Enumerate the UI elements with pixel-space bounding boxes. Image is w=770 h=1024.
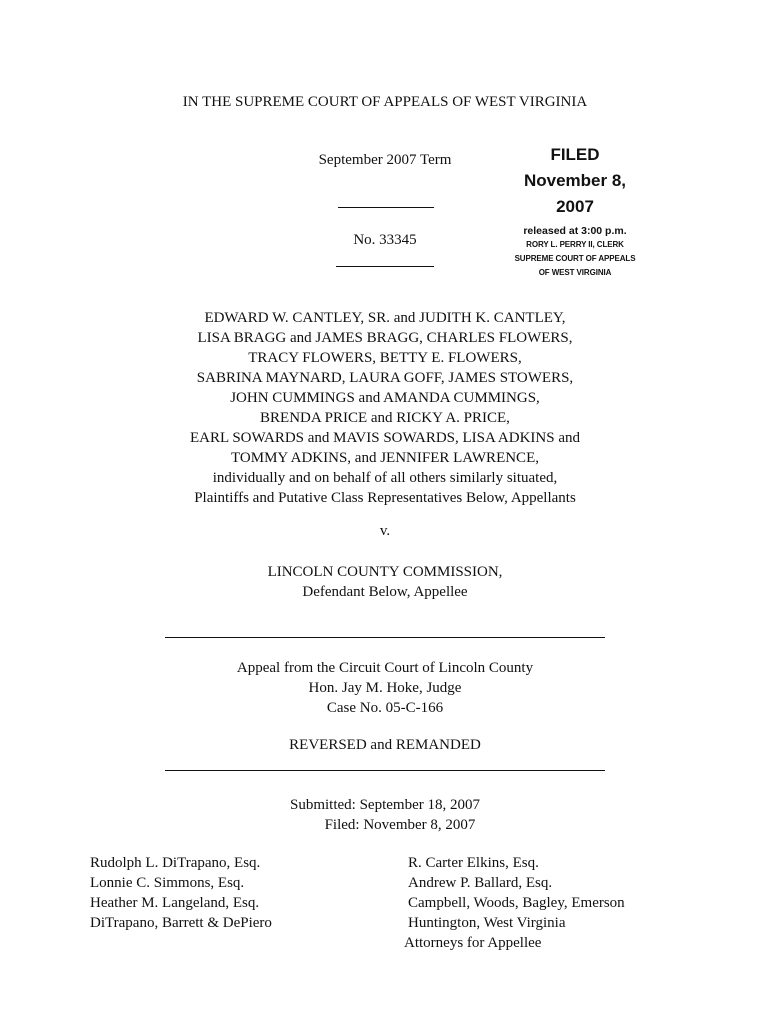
- counsel-appellants: [90, 853, 272, 933]
- filed-date: Filed: November 8, 2007: [324, 817, 476, 833]
- stamp-clerk: RORY L. PERRY II, CLERK: [526, 240, 624, 249]
- appeal-block: [0, 658, 770, 718]
- party-line: Plaintiffs and Putative Class Representatives Below, Appellants: [194, 490, 576, 506]
- party-line: EDWARD W. CANTLEY, SR. and JUDITH K. CANTLEY,: [204, 310, 566, 326]
- counsel-line: R. Carter Elkins, Esq.: [408, 855, 539, 871]
- submitted-date: Submitted: September 18, 2007: [290, 797, 480, 813]
- versus: v.: [379, 523, 391, 539]
- defendant-name: LINCOLN COUNTY COMMISSION,: [267, 564, 503, 580]
- stamp-court-line2: OF WEST VIRGINIA: [538, 268, 612, 277]
- stamp-released: released at 3:00 p.m.: [523, 225, 627, 237]
- counsel-line: Lonnie C. Simmons, Esq.: [90, 875, 245, 891]
- separator-rule: [165, 637, 605, 638]
- party-line: individually and on behalf of all others similarly situated,: [212, 470, 558, 486]
- court-title: IN THE SUPREME COURT OF APPEALS OF WEST VIRGINIA: [182, 94, 588, 110]
- party-line: BRENDA PRICE and RICKY A. PRICE,: [260, 410, 510, 426]
- party-line: EARL SOWARDS and MAVIS SOWARDS, LISA ADKINS and: [189, 430, 581, 446]
- party-line: TOMMY ADKINS, and JENNIFER LAWRENCE,: [231, 450, 539, 466]
- party-line: SABRINA MAYNARD, LAURA GOFF, JAMES STOWERS,: [196, 370, 574, 386]
- parties-block: [0, 308, 770, 508]
- counsel-line: Rudolph L. DiTrapano, Esq.: [90, 855, 261, 871]
- counsel-line: Attorneys for Appellee: [404, 935, 542, 951]
- separator-rule: [336, 266, 434, 267]
- counsel-line: Campbell, Woods, Bagley, Emerson: [408, 895, 625, 911]
- appeal-case-number: Case No. 05-C-166: [326, 700, 444, 716]
- defendant-block: [0, 562, 770, 602]
- disposition: REVERSED and REMANDED: [289, 737, 481, 753]
- stamp-date-line2: 2007: [556, 197, 594, 216]
- stamp-filed: FILED: [550, 145, 600, 164]
- defendant-role: Defendant Below, Appellee: [302, 584, 468, 600]
- term: September 2007 Term: [318, 152, 452, 168]
- stamp-date-line1: November 8,: [523, 171, 627, 190]
- docket-number: No. 33345: [353, 232, 417, 248]
- party-line: JOHN CUMMINGS and AMANDA CUMMINGS,: [230, 390, 540, 406]
- counsel-line: DiTrapano, Barrett & DePiero: [90, 915, 272, 931]
- separator-rule: [338, 207, 434, 208]
- appeal-court: Appeal from the Circuit Court of Lincoln County: [236, 660, 534, 676]
- stamp-court-line1: SUPREME COURT OF APPEALS: [514, 254, 636, 263]
- party-line: LISA BRAGG and JAMES BRAGG, CHARLES FLOWERS,: [197, 330, 573, 346]
- separator-rule: [165, 770, 605, 771]
- filed-stamp: [490, 142, 660, 280]
- appeal-judge: Hon. Jay M. Hoke, Judge: [308, 680, 462, 696]
- counsel-line: Andrew P. Ballard, Esq.: [408, 875, 553, 891]
- counsel-line: Huntington, West Virginia: [408, 915, 566, 931]
- counsel-line: Heather M. Langeland, Esq.: [90, 895, 260, 911]
- counsel-appellee: [404, 853, 625, 953]
- dates-block: [0, 795, 770, 835]
- party-line: TRACY FLOWERS, BETTY E. FLOWERS,: [248, 350, 522, 366]
